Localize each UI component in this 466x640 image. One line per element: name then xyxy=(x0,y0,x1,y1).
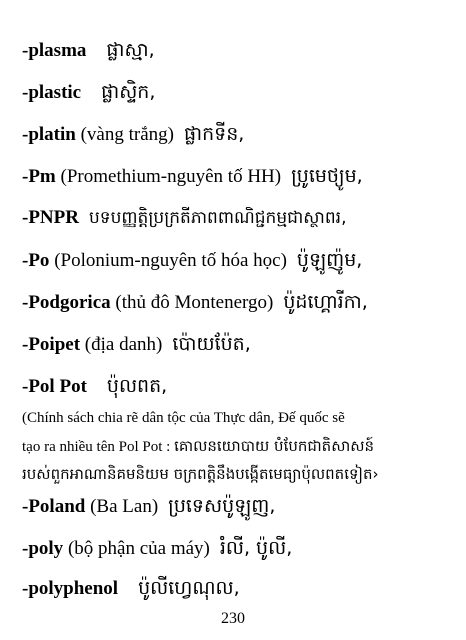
entry-gloss: (vàng trắng) xyxy=(80,124,174,145)
entry-term: -plasma xyxy=(22,40,87,61)
entry-khmer: រំលី, ប៉ូលី, xyxy=(219,537,293,559)
entry-platin xyxy=(22,122,456,147)
entry-term: -polyphenol xyxy=(22,578,119,599)
entry-term: -plastic xyxy=(22,82,82,103)
entry-term: -Poland xyxy=(22,496,86,517)
entry-khmer: ប្រូមេថ្យូម, xyxy=(291,165,363,187)
entry-term: -Poipet xyxy=(22,334,81,355)
entry-pm xyxy=(22,164,456,189)
entry-poipet xyxy=(22,332,456,357)
note-vietnamese: tạo ra nhiều tên Pol Pot : xyxy=(22,439,171,455)
entry-gloss: (Ba Lan) xyxy=(90,496,159,517)
note-line-1: (Chính sách chia rẽ dân tộc của Thực dân, Đế quốc sẽ xyxy=(22,410,345,426)
entry-gloss: (bộ phận của máy) xyxy=(67,538,210,559)
entry-term: -Podgorica xyxy=(22,292,111,313)
entry-pnpr xyxy=(22,206,456,230)
entry-khmer: ផ្លាកទីន, xyxy=(184,123,245,145)
page-number: 230 xyxy=(221,610,245,627)
entry-term: -Po xyxy=(22,250,50,271)
entry-po xyxy=(22,248,456,273)
entry-plastic xyxy=(22,80,456,105)
entry-pol-pot xyxy=(22,374,456,399)
entry-khmer: ប៉ូលីហ្វេណុល, xyxy=(138,577,240,599)
entry-gloss: (thủ đô Montenergo) xyxy=(115,292,274,313)
entry-plasma xyxy=(22,38,456,63)
note-line-2 xyxy=(22,436,458,457)
note-line-3: របស់ពួកអាណានិគមនិយម ចក្រពត្តិនឹងបង្កើតមេធ្យាប៉ុលពតទៀត› xyxy=(22,465,379,483)
entry-polyphenol xyxy=(22,576,456,601)
entry-khmer: ប៉ូដហ្គោរីកា, xyxy=(283,291,368,313)
entry-term: -Pol Pot xyxy=(22,376,87,397)
entry-khmer: ប៉ុលពត, xyxy=(106,375,168,397)
entry-term: -platin xyxy=(22,124,76,145)
entry-gloss: (Promethium-nguyên tố HH) xyxy=(60,166,282,187)
entry-khmer: ផ្លាស្ទិក, xyxy=(101,81,156,103)
entry-khmer: បទបញ្ញត្តិប្រក្រតីភាពពាណិជ្ជកម្មជាស្ថាពរ, xyxy=(88,208,347,228)
entry-khmer: ប៉ូឡូញ៉ូម, xyxy=(296,249,363,271)
entry-gloss: (địa danh) xyxy=(84,334,163,355)
entry-poly xyxy=(22,536,456,561)
entry-term: -Pm xyxy=(22,166,56,187)
entry-term: -poly xyxy=(22,538,64,559)
entry-poland xyxy=(22,494,456,519)
entry-khmer: ប៉ោយប៉ែត, xyxy=(172,333,251,355)
note-khmer: គោលនយោបាយ បំបែកជាតិសាសន៍ xyxy=(174,437,375,455)
entry-gloss: (Polonium-nguyên tố hóa học) xyxy=(54,250,287,271)
entry-term: -PNPR xyxy=(22,207,79,228)
entry-khmer: ប្រទេសប៉ូឡូញ, xyxy=(168,495,276,517)
entry-podgorica xyxy=(22,290,456,315)
entry-khmer: ផ្លាស្មា, xyxy=(106,39,155,61)
